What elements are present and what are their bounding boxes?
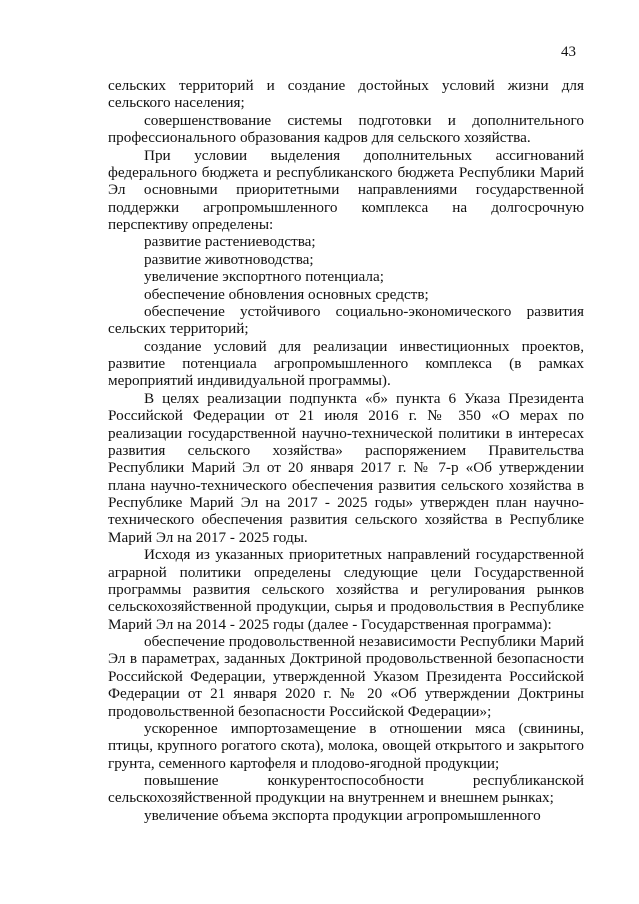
list-item: повышение конкурентоспособности республиканской сельскохозяйственной продукции на внутреннем и внешнем рынках; xyxy=(108,772,584,807)
list-item: развитие животноводства; xyxy=(144,250,314,268)
list-item: развитие растениеводства; xyxy=(144,233,316,251)
list-item: обеспечение продовольственной независимости Республики Марий Эл в параметрах, заданных Доктриной продовольственной безопасности Российской Федерации, утвержденной Указом Президента Российской Федерации от 21 января 2020 г. № 20 «Об утверждении Доктрины продовольственной безопасности Российской Федерации»; xyxy=(108,633,584,720)
paragraph: В целях реализации подпункта «б» пункта 6 Указа Президента Российской Федерации от 21 июля 2016 г. № 350 «О мерах по реализации государственной научно-технической политики в интересах развития сельского хозяйства» распоряжением Правительства Республики Марий Эл от 20 января 2017 г. № 7-р «Об утверждении плана научно-технического обеспечения развития сельского хозяйства в Республике Марий Эл на 2017 - 2025 годы» утвержден план научно-технического обеспечения развития сельского хозяйства в Республике Марий Эл на 2017 - 2025 годы. xyxy=(108,389,584,546)
paragraph: Исходя из указанных приоритетных направлений государственной аграрной политики определены следующие цели Государственной программы развития сельского хозяйства и регулирования рынков сельскохозяйственной продукции, сырья и продовольствия в Республике Марий Эл на 2014 - 2025 годы (далее - Государственная программа): xyxy=(108,546,584,633)
list-item: увеличение объема экспорта продукции агропромышленного xyxy=(144,806,541,824)
list-item: обеспечение обновления основных средств; xyxy=(144,285,429,303)
list-item: обеспечение устойчивого социально-экономического развития сельских территорий; xyxy=(108,302,584,338)
list-item: увеличение экспортного потенциала; xyxy=(144,268,384,286)
list-item: совершенствование системы подготовки и дополнительного профессионального образования кадров для сельского хозяйства. xyxy=(108,111,584,147)
document-body xyxy=(108,77,584,824)
paragraph: сельских территорий и создание достойных условий жизни для сельского населения; xyxy=(108,77,584,112)
list-item: создание условий для реализации инвестиционных проектов, развитие потенциала агропромышленного комплекса (в рамках мероприятий индивидуальной программы). xyxy=(108,337,584,390)
paragraph: При условии выделения дополнительных ассигнований федерального бюджета и республиканского бюджета Республики Марий Эл основными приоритетными направлениями государственной поддержки агропромышленного комплекса на долгосрочную перспективу определены: xyxy=(108,146,584,233)
list-item: ускоренное импортозамещение в отношении мяса (свинины, птицы, крупного рогатого скота), молока, овощей открытого и закрытого грунта, семенного картофеля и плодово-ягодной продукции; xyxy=(108,719,584,772)
page-number: 43 xyxy=(561,44,576,60)
